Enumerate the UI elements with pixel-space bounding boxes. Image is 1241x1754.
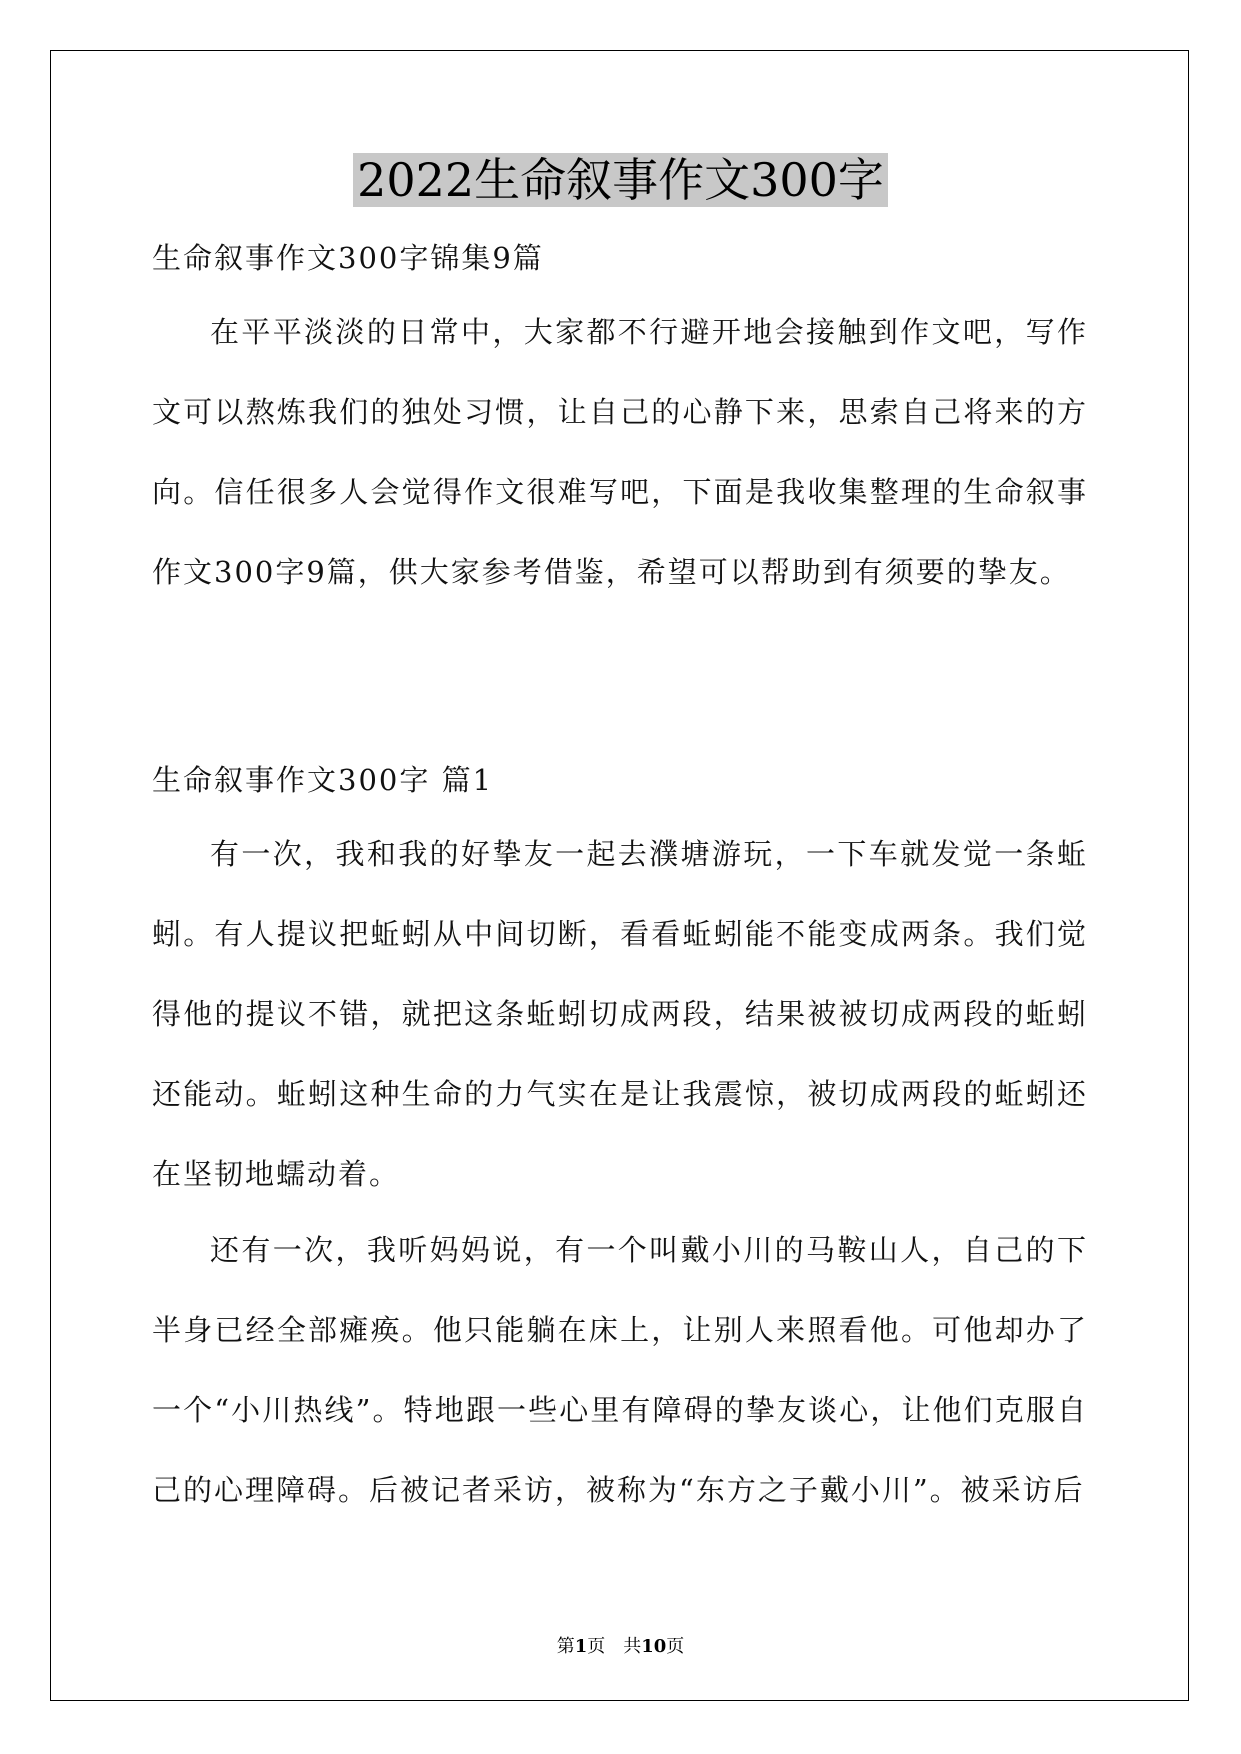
footer-prefix: 第 xyxy=(556,1636,575,1657)
subtitle: 生命叙事作文300字锦集9篇 xyxy=(152,241,544,275)
title-highlight: 2022生命叙事作文300字 xyxy=(353,153,888,207)
page-footer xyxy=(0,1632,1241,1658)
footer-middle: 页 共 xyxy=(587,1636,642,1657)
section-heading: 生命叙事作文300字 篇1 xyxy=(152,763,494,797)
body-paragraph-1: 有一次，我和我的好挚友一起去濮塘游玩，一下车就发觉一条蚯蚓。有人提议把蚯蚓从中间切断，看看蚯蚓能不能变成两条。我们觉得他的提议不错，就把这条蚯蚓切成两段，结果被被切成两段的蚯蚓还能动。蚯蚓这种生命的力气实在是让我震惊，被切成两段的蚯蚓还在坚韧地蠕动着。 xyxy=(152,837,1088,1191)
footer-page-number: 1 xyxy=(574,1636,588,1657)
document-title xyxy=(0,150,1241,210)
body-paragraph-2: 还有一次，我听妈妈说，有一个叫戴小川的马鞍山人，自己的下半身已经全部瘫痪。他只能躺在床上，让别人来照看他。可他却办了一个“小川热线”。特地跟一些心里有障碍的挚友谈心，让他们克服自己的心理障碍。后被记者采访，被称为“东方之子戴小川”。被采访后 xyxy=(152,1233,1088,1507)
footer-suffix: 页 xyxy=(666,1636,685,1657)
footer-total-pages: 10 xyxy=(641,1636,667,1657)
intro-paragraph: 在平平淡淡的日常中，大家都不行避开地会接触到作文吧，写作文可以熬炼我们的独处习惯，让自己的心静下来，思索自己将来的方向。信任很多人会觉得作文很难写吧，下面是我收集整理的生命叙事作文300字9篇，供大家参考借鉴，希望可以帮助到有须要的挚友。 xyxy=(152,315,1088,589)
